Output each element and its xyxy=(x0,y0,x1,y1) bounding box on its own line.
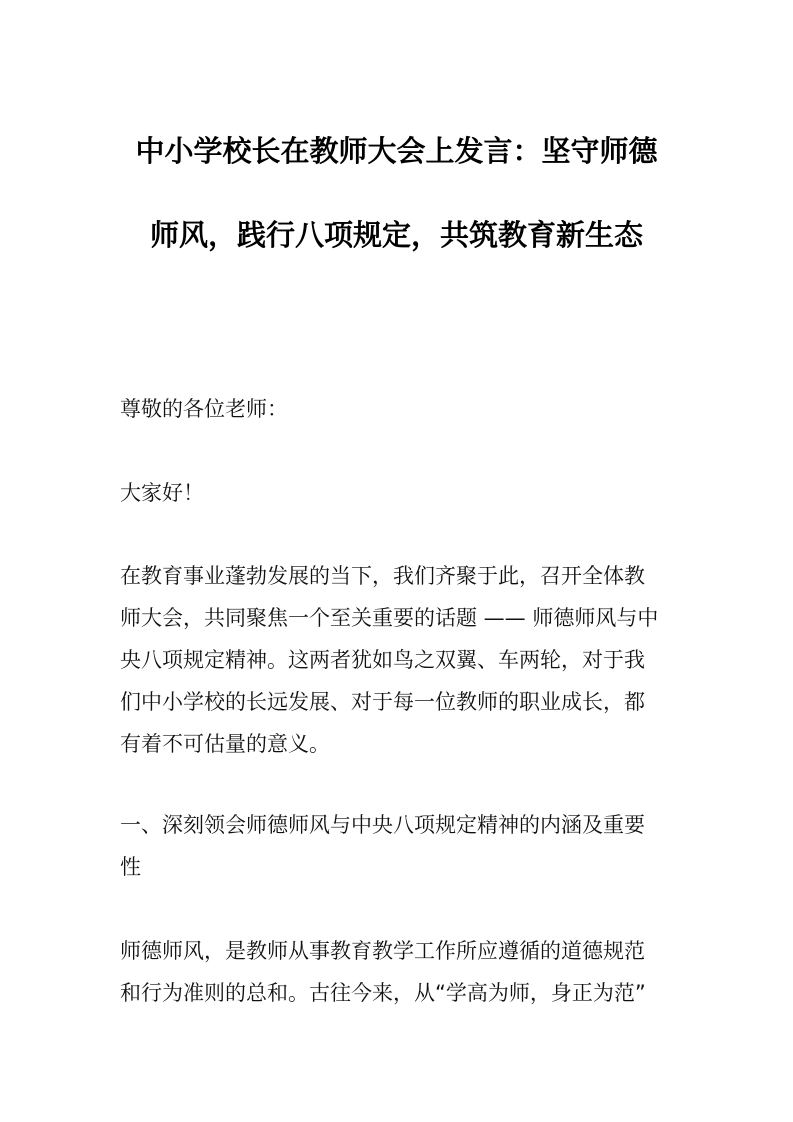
section-1-heading xyxy=(120,804,676,888)
salutation xyxy=(120,388,676,430)
intro-line: 央八项规定精神。这两者犹如鸟之双翼、车两轮，对于我 xyxy=(120,648,645,672)
document-title-line-2: 师风，践行八项规定，共筑教育新生态 xyxy=(149,218,643,252)
section-paragraph-line: 师德师风，是教师从事教育教学工作所应遵循的道德规范 xyxy=(120,939,645,963)
intro-line: 师大会，共同聚焦一个至关重要的话题 —— 师德师风与中 xyxy=(120,606,659,630)
intro-line: 在教育事业蓬勃发展的当下，我们齐聚于此，召开全体教 xyxy=(120,564,645,588)
intro-line: 有着不可估量的意义。 xyxy=(120,732,330,756)
section-1-paragraph xyxy=(120,930,676,1014)
greeting-text: 大家好！ xyxy=(120,481,204,505)
section-paragraph-line: 和行为准则的总和。古往今来，从“学高为师，身正为范” xyxy=(120,981,646,1005)
document-title-line-1: 中小学校长在教师大会上发言：坚守师德 xyxy=(135,134,658,168)
greeting xyxy=(120,472,676,514)
intro-paragraph xyxy=(120,555,676,765)
section-heading-line: 一、深刻领会师德师风与中央八项规定精神的内涵及重要 xyxy=(120,813,645,837)
salutation-text: 尊敬的各位老师： xyxy=(120,397,288,421)
intro-line: 们中小学校的长远发展、对于每一位教师的职业成长，都 xyxy=(120,690,645,714)
section-heading-line: 性 xyxy=(120,855,141,879)
